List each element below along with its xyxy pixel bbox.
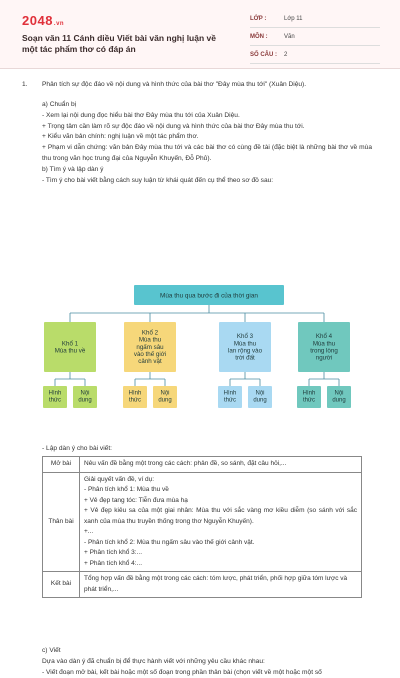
meta-key: SỐ CÂU : bbox=[250, 51, 277, 58]
row-key: Mở bài bbox=[43, 457, 80, 473]
meta-key: LỚP : bbox=[250, 15, 267, 22]
leaf-label: Nội dung bbox=[332, 390, 346, 404]
leaf-label: Nội dung bbox=[253, 390, 267, 404]
leaf-label: Nội dung bbox=[78, 390, 92, 404]
logo-text: 2048 bbox=[22, 13, 53, 28]
row-cell bbox=[80, 472, 362, 572]
cell-line: + Phân tích khổ 3:... bbox=[84, 549, 142, 556]
block-label: Khổ 4 Mùa thu trong lòng người bbox=[310, 333, 338, 362]
document-title: Soạn văn 11 Cánh diều Viết bài văn nghị luận về một tác phẩm thơ có đáp án bbox=[22, 33, 216, 54]
poem-structure-diagram bbox=[42, 280, 372, 435]
writing-section bbox=[42, 646, 372, 678]
question-body bbox=[42, 100, 372, 186]
table-row bbox=[43, 457, 362, 473]
meta-row-count bbox=[250, 46, 380, 64]
text-line: + Trọng tâm cần làm rõ sự độc đáo về nội dung và hình thức của bài thơ Đây mùa thu tới. bbox=[42, 122, 305, 130]
leaf-label: Nội dung bbox=[158, 390, 172, 404]
text-paragraph: + Phạm vi dẫn chứng: văn bản Đây mùa thu tới và các bài thơ có cùng đề tài (đặc biệt là những bài thơ về mùa thu trong văn học trung đại của Nguyễn Khuyến, Đỗ Phủ). bbox=[42, 144, 372, 162]
table-row bbox=[43, 572, 362, 598]
meta-key: MÔN : bbox=[250, 33, 268, 40]
section-heading: a) Chuẩn bị bbox=[42, 101, 77, 108]
outline-intro: - Lập dàn ý cho bài viết: bbox=[42, 445, 113, 452]
text-line: Dựa vào dàn ý đã chuẩn bị để thực hành viết với những yêu cầu khác nhau: bbox=[42, 657, 265, 665]
row-cell bbox=[80, 572, 362, 598]
block-label: Khổ 1 Mùa thu về bbox=[54, 340, 86, 355]
question-number: 1. bbox=[22, 81, 28, 88]
block-label: Khổ 2 Mùa thu ngấm sâu vào thế giới cảnh vật bbox=[133, 329, 167, 366]
cell-line: + Vẻ đẹp tang tóc: Tiễn đưa mùa hạ bbox=[84, 496, 188, 504]
table-row bbox=[43, 472, 362, 572]
block-label: Khổ 3 Mùa thu lan rộng vào trời đất bbox=[227, 333, 263, 362]
cell-line: - Phân tích khổ 2: Mùa thu ngấm sâu vào thế giới cảnh vật. bbox=[84, 538, 255, 546]
leaf-label: Hình thức bbox=[302, 390, 316, 404]
cell-line: Nêu vấn đề bằng một trong các cách: phản đề, so sánh, đặt câu hỏi,... bbox=[84, 460, 287, 467]
text-line: - Viết đoạn mở bài, kết bài hoặc một số đoạn trong phần thân bài (chọn viết về một hoặc một số bbox=[42, 668, 322, 676]
row-key: Thân bài bbox=[43, 472, 80, 572]
text-line: - Tìm ý cho bài viết bằng cách suy luận từ khái quát đến cụ thể theo sơ đồ sau: bbox=[42, 176, 274, 184]
cell-line: +... bbox=[84, 528, 94, 535]
section-heading: c) Viết bbox=[42, 647, 61, 654]
meta-table bbox=[250, 10, 380, 64]
meta-value: 2 bbox=[284, 51, 288, 58]
leaf-label: Hình thức bbox=[48, 390, 62, 404]
question-text: Phân tích sự độc đáo về nội dung và hình thức của bài thơ "Đây mùa thu tới" (Xuân Diệu). bbox=[42, 81, 307, 88]
meta-row-subject bbox=[250, 28, 380, 46]
text-line: - Xem lại nội dung đọc hiểu bài thơ Đây mùa thu tới của Xuân Diệu. bbox=[42, 111, 240, 119]
root-label: Mùa thu qua bước đi của thời gian bbox=[160, 292, 258, 300]
leaf-label: Hình thức bbox=[128, 390, 142, 404]
outline-table bbox=[42, 456, 362, 598]
meta-row-grade bbox=[250, 10, 380, 28]
cell-line: Giải quyết vấn đề, ví dụ: bbox=[84, 475, 155, 483]
row-cell bbox=[80, 457, 362, 473]
leaf-label: Hình thức bbox=[223, 390, 237, 404]
meta-value: Văn bbox=[284, 33, 295, 40]
cell-line: + Phân tích khổ 4:... bbox=[84, 559, 142, 567]
text-line: + Kiểu văn bản chính: nghị luận về một tác phẩm thơ. bbox=[42, 133, 199, 141]
site-logo[interactable] bbox=[22, 13, 64, 28]
cell-line: + Vẻ đẹp kiêu sa của một giai nhân: Mùa thu với sắc vàng mơ kiều diễm (so sánh với sắc xanh của mùa thu truyền thống trong thơ Nguyễn Khuyến). bbox=[84, 507, 357, 525]
page-header bbox=[0, 0, 400, 69]
logo-suffix: .vn bbox=[53, 21, 65, 27]
cell-line: - Phân tích khổ 1: Mùa thu về bbox=[84, 486, 169, 493]
row-key: Kết bài bbox=[43, 572, 80, 598]
cell-line: Tổng hợp vấn đề bằng một trong các cách: tóm lược, phát triển, phối hợp giữa tóm lược và phát triển,... bbox=[84, 575, 348, 593]
meta-value: Lớp 11 bbox=[284, 15, 303, 22]
section-heading: b) Tìm ý và lập dàn ý bbox=[42, 165, 104, 173]
